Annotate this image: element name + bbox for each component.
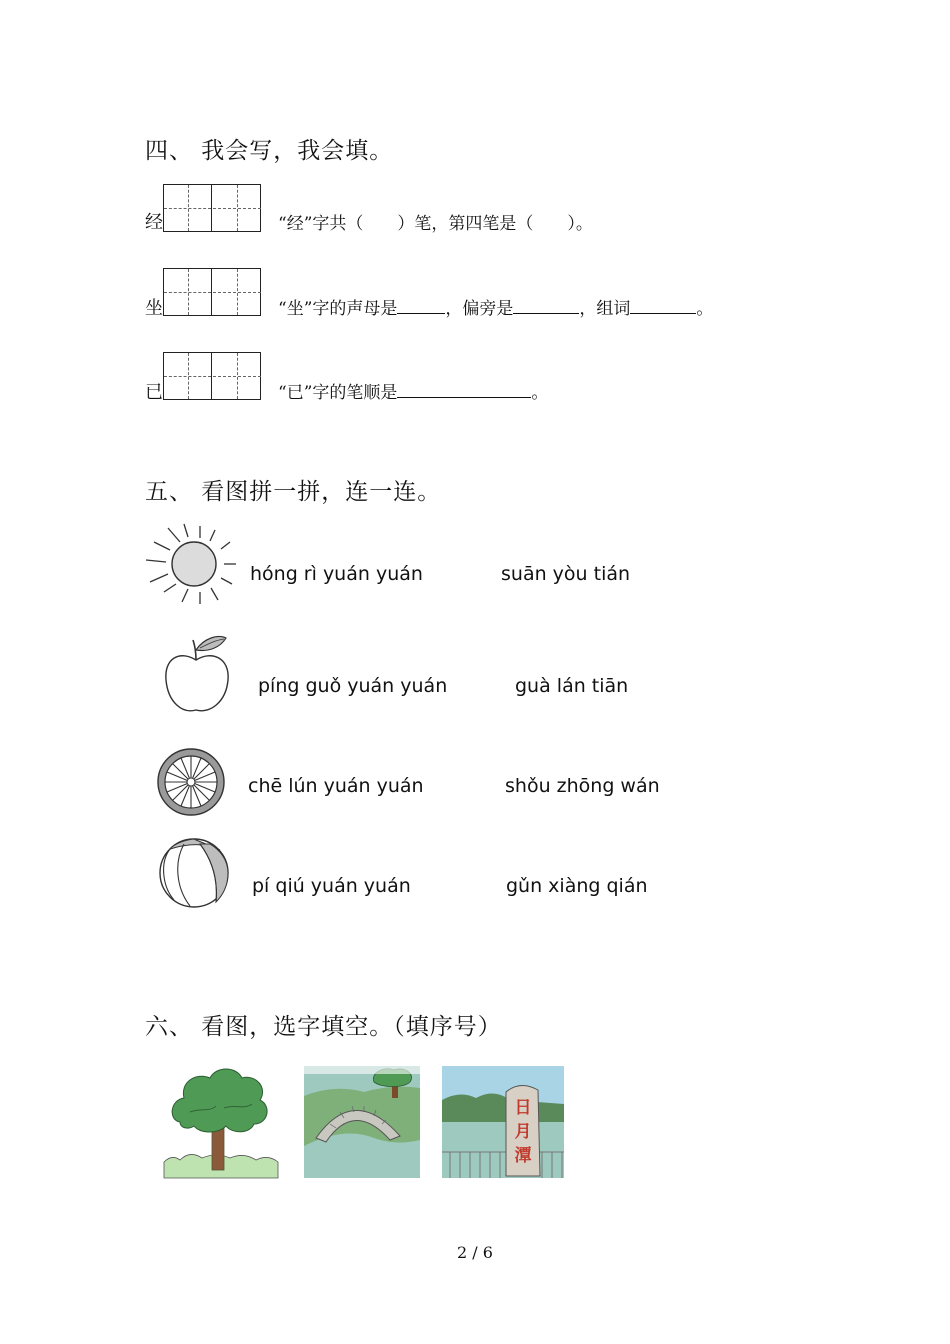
writing-grid-jing[interactable] [163,184,261,232]
question-zuo: “坐”字的声母是 ，偏旁是 ，组词 。 [278,299,714,319]
word-blank[interactable] [630,312,696,314]
row-char-zuo: 坐 [145,298,163,319]
stroke-order-blank[interactable] [397,396,531,398]
writing-grid-zuo[interactable] [163,268,261,316]
initial-blank[interactable] [397,312,445,314]
apple-icon [160,632,236,716]
wheel-icon [155,746,227,818]
section-5-title: 五、 看图拼一拼，连一连。 [145,479,442,505]
page-number: 2 / 6 [457,1243,493,1262]
sun-moon-lake-picture [442,1066,564,1178]
pinyin-left-2: píng guǒ yuán yuán [258,675,448,697]
question-yi: “已”字的笔顺是 。 [278,383,549,403]
sun-icon [142,522,238,606]
ball-icon [156,836,232,910]
section-6-title: 六、 看图，选字填空。（填序号） [145,1014,502,1040]
row-char-jing: 经 [145,212,163,233]
question-jing: “经”字共（ ）笔，第四笔是（ ）。 [278,214,593,234]
writing-grid-yi[interactable] [163,352,261,400]
pinyin-right-2: guà lán tiān [515,675,629,697]
tree-picture [160,1062,280,1180]
pinyin-left-1: hóng rì yuán yuán [250,563,423,585]
pinyin-left-4: pí qiú yuán yuán [252,875,411,897]
pinyin-right-1: suān yòu tián [501,563,631,585]
pinyin-left-3: chē lún yuán yuán [248,775,424,797]
bridge-picture [304,1066,420,1178]
pinyin-right-3: shǒu zhōng wán [505,775,660,797]
lake-sign-text: 日 月 潭 [514,1098,532,1166]
section-4-title: 四、 我会写，我会填。 [145,138,394,164]
pinyin-right-4: gǔn xiàng qián [506,875,648,897]
row-char-yi: 已 [145,382,163,403]
radical-blank[interactable] [513,312,579,314]
